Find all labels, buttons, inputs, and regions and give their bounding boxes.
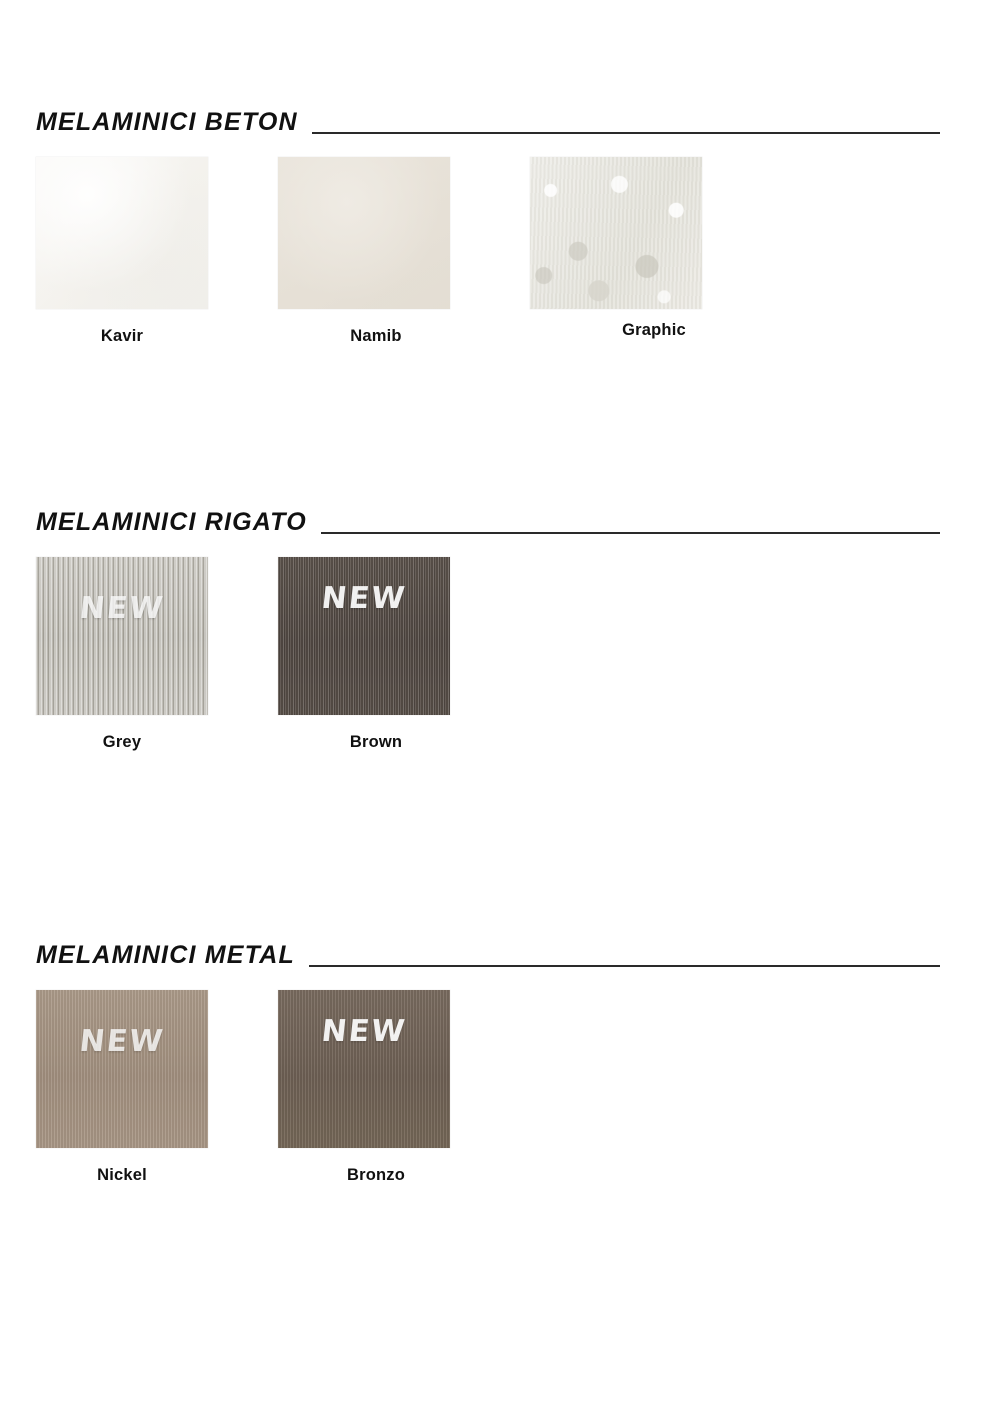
section-header xyxy=(36,510,940,535)
swatch-graphic[interactable] xyxy=(530,157,702,309)
section-header xyxy=(36,943,940,968)
section-title: MELAMINICI METAL xyxy=(36,941,295,969)
new-badge: NEW xyxy=(319,581,409,616)
section-title: MELAMINICI BETON xyxy=(36,108,298,136)
swatch-bronzo[interactable] xyxy=(278,990,450,1148)
swatch-cell-brown[interactable] xyxy=(278,557,520,752)
section-melaminici-metal xyxy=(36,943,940,1210)
section-divider xyxy=(321,532,940,534)
swatch-row xyxy=(36,157,940,377)
swatch-cell-grey[interactable] xyxy=(36,557,278,752)
swatch-cell-graphic[interactable] xyxy=(530,157,772,340)
section-divider xyxy=(312,132,940,134)
new-badge: NEW xyxy=(77,1024,167,1059)
swatch-label-namib: Namib xyxy=(350,327,402,345)
new-badge: NEW xyxy=(319,1014,409,1049)
swatch-label-nickel: Nickel xyxy=(97,1166,147,1184)
new-badge: NEW xyxy=(77,591,167,626)
swatch-namib[interactable] xyxy=(278,157,450,309)
section-melaminici-beton xyxy=(36,110,940,377)
section-header xyxy=(36,110,940,135)
section-divider xyxy=(309,965,940,967)
swatch-label-kavir: Kavir xyxy=(100,327,144,345)
swatch-cell-bronzo[interactable] xyxy=(278,990,520,1185)
section-melaminici-rigato xyxy=(36,510,940,777)
swatch-label-brown: Brown xyxy=(349,733,403,751)
swatch-label-graphic: Graphic xyxy=(622,321,686,339)
swatch-row xyxy=(36,990,940,1210)
swatch-brown[interactable] xyxy=(278,557,450,715)
swatch-grey[interactable] xyxy=(36,557,208,715)
section-title: MELAMINICI RIGATO xyxy=(36,508,307,536)
swatch-label-bronzo: Bronzo xyxy=(346,1166,406,1184)
swatch-nickel[interactable] xyxy=(36,990,208,1148)
swatch-row xyxy=(36,557,940,777)
swatch-cell-kavir[interactable] xyxy=(36,157,278,346)
swatch-cell-namib[interactable] xyxy=(278,157,520,346)
swatch-kavir[interactable] xyxy=(36,157,208,309)
swatch-label-grey: Grey xyxy=(102,733,142,751)
swatch-cell-nickel[interactable] xyxy=(36,990,278,1185)
